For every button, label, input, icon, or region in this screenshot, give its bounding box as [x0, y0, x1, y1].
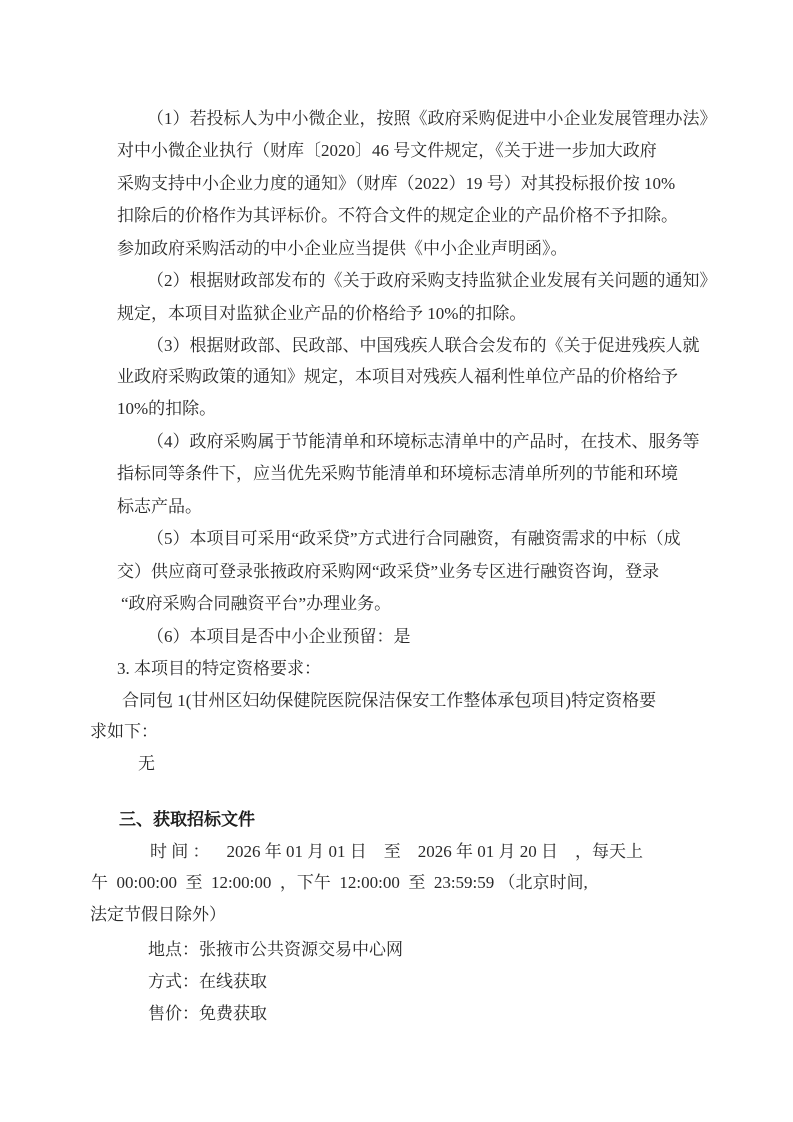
- policy-item-5-line-3: “政府采购合同融资平台”办理业务。: [121, 594, 392, 613]
- policy-item-5-line-2: 交）供应商可登录张掖政府采购网“政采贷”业务专区进行融资咨询，登录: [117, 562, 660, 581]
- obtain-location: 地点：张掖市公共资源交易中心网: [148, 940, 403, 959]
- policy-item-1-line-2: 对中小微企业执行（财库〔2020〕46 号文件规定，《关于进一步加大政府: [117, 141, 657, 160]
- policy-item-4-line-1: （4）政府采购属于节能清单和环境标志清单中的产品时，在技术、服务等: [147, 432, 700, 451]
- policy-item-4-line-3: 标志产品。: [117, 497, 202, 516]
- obtain-method: 方式：在线获取: [148, 972, 267, 991]
- policy-item-4-line-2: 指标同等条件下，应当优先采购节能清单和环境标志清单所列的节能和环境: [117, 464, 678, 483]
- contract-package-line-2: 求如下：: [90, 722, 158, 741]
- policy-item-1-line-5: 参加政府采购活动的中小企业应当提供《中小企业声明函》。: [117, 239, 568, 258]
- policy-item-1-line-4: 扣除后的价格作为其评标价。不符合文件的规定企业的产品价格不予扣除。: [117, 206, 678, 225]
- obtain-time-line-1: 时 间 ： 2026 年 01 月 01 日 至 2026 年 01 月 20 日 ，每天上: [150, 842, 643, 861]
- section-heading-obtain-documents: 三、获取招标文件: [119, 810, 255, 829]
- policy-item-2-line-2: 规定，本项目对监狱企业产品的价格给予 10%的扣除。: [117, 304, 527, 323]
- policy-item-1-line-3: 采购支持中小企业力度的通知》（财库（2022）19 号）对其投标报价按 10%: [117, 174, 676, 193]
- contract-package-line-1: 合同包 1(甘州区妇幼保健院医院保洁保安工作整体承包项目)特定资格要: [122, 691, 657, 710]
- policy-item-3-line-2: 业政府采购政策的通知》规定，本项目对残疾人福利性单位产品的价格给予: [117, 367, 678, 386]
- policy-item-3-line-1: （3）根据财政部、民政部、中国残疾人联合会发布的《关于促进残疾人就: [147, 336, 700, 355]
- obtain-time-line-3: 法定节假日除外）: [90, 905, 226, 924]
- policy-item-5-line-1: （5）本项目可采用“政采贷”方式进行合同融资，有融资需求的中标（成: [147, 529, 681, 548]
- obtain-price: 售价：免费获取: [148, 1004, 267, 1023]
- policy-item-2-line-1: （2）根据财政部发布的《关于政府采购支持监狱企业发展有关问题的通知》: [147, 271, 717, 290]
- specific-qualification-clause: 3. 本项目的特定资格要求：: [117, 659, 321, 678]
- policy-item-6: （6）本项目是否中小企业预留：是: [147, 627, 411, 646]
- qualification-none: 无: [138, 754, 155, 773]
- policy-item-3-line-3: 10%的扣除。: [117, 399, 217, 418]
- obtain-time-line-2: 午 00:00:00 至 12:00:00 ，下午 12:00:00 至 23:59:59 （北京时间,: [91, 873, 588, 892]
- policy-item-1-line-1: （1）若投标人为中小微企业，按照《政府采购促进中小企业发展管理办法》: [147, 109, 717, 128]
